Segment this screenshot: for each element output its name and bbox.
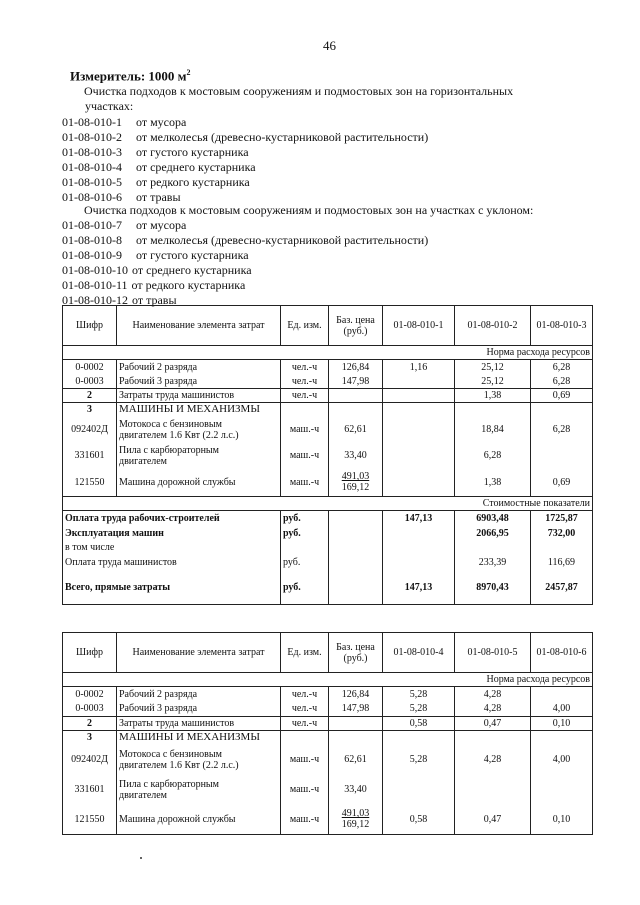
cell-v3: 0,10 (531, 805, 593, 835)
cell-code: 331601 (63, 775, 117, 805)
cell-name: Мотокоса с бензиновым двигателем 1.6 Квт (2.2 л.с.) (117, 745, 281, 775)
cell-v2: 4,28 (455, 702, 531, 717)
cell-code: 2 (63, 389, 117, 403)
cost-v2: 6903,48 (455, 511, 531, 526)
cell-code: 0-0002 (63, 360, 117, 375)
cell-code: 0-0002 (63, 687, 117, 702)
code-item: 01-08-010-1 от мусора (62, 115, 187, 129)
section-row (63, 403, 593, 417)
cell-v1: 1,16 (383, 360, 455, 375)
cell-v1 (383, 443, 455, 469)
cell-v3: 6,28 (531, 375, 593, 389)
table-row (63, 375, 593, 389)
cell-name: Пила с карбюраторным двигателем (117, 443, 281, 469)
cell-unit: маш.-ч (281, 775, 329, 805)
cell-name: Рабочий 2 разряда (117, 687, 281, 702)
cell-v2: 1,38 (455, 469, 531, 497)
cost-v1: 147,13 (383, 571, 455, 605)
cell-name: Рабочий 3 разряда (117, 375, 281, 389)
code-item: 01-08-010-7 от мусора (62, 218, 187, 232)
cost-row (63, 511, 593, 526)
cell-v2: 1,38 (455, 389, 531, 403)
section-row (63, 731, 593, 745)
cell-v2: 25,12 (455, 375, 531, 389)
cell-v1 (383, 417, 455, 443)
page-number: 46 (323, 38, 336, 53)
header-unit: Ед. изм. (281, 633, 329, 673)
cell-name: Рабочий 3 разряда (117, 702, 281, 717)
header-col-3: 01-08-010-3 (531, 306, 593, 346)
cell-price: 62,61 (329, 417, 383, 443)
cell-v2 (455, 775, 531, 805)
header-col-2: 01-08-010-2 (455, 306, 531, 346)
cell-name: Машина дорожной службы (117, 469, 281, 497)
header-price: Баз. цена (руб.) (329, 633, 383, 673)
code-item: 01-08-010-6 от травы (62, 190, 181, 204)
cell-code: 121550 (63, 805, 117, 835)
cost-unit: руб. (281, 571, 329, 605)
cost-v3: 2457,87 (531, 571, 593, 605)
cell-price: 33,40 (329, 775, 383, 805)
table-row (63, 443, 593, 469)
code-item: 01-08-010-8 от мелколесья (древесно-кустарниковой растительности) (62, 233, 429, 247)
cell-v2: 6,28 (455, 443, 531, 469)
cost-label: Стоимостные показатели (63, 497, 593, 511)
cell-name: Пила с карбюраторным двигателем (117, 775, 281, 805)
norm-label: Норма расхода ресурсов (63, 346, 593, 360)
cost-v3: 1725,87 (531, 511, 593, 526)
group2-intro: Очистка подходов к мостовым сооружениям и подмостовых зон на участках с уклоном: (84, 203, 534, 217)
cell-v2: 25,12 (455, 360, 531, 375)
cell-name: Машина дорожной службы (117, 805, 281, 835)
cell-name: Мотокоса с бензиновым двигателем 1.6 Квт (2.2 л.с.) (117, 417, 281, 443)
cost-v3: 116,69 (531, 555, 593, 571)
cost-name: Оплата труда рабочих-строителей (63, 511, 281, 526)
cell-v3: 4,00 (531, 745, 593, 775)
cell-v1 (383, 469, 455, 497)
header-col-3: 01-08-010-6 (531, 633, 593, 673)
cell-price (329, 389, 383, 403)
cell-unit: маш.-ч (281, 443, 329, 469)
section-code: 3 (63, 731, 117, 745)
code-item: 01-08-010-3 от густого кустарника (62, 145, 249, 159)
header-code: Шифр (63, 306, 117, 346)
cell-code: 092402Д (63, 417, 117, 443)
cell-unit: маш.-ч (281, 417, 329, 443)
cost-unit: руб. (281, 511, 329, 526)
cell-price: 147,98 (329, 702, 383, 717)
table-row (63, 702, 593, 717)
section-title: МАШИНЫ И МЕХАНИЗМЫ (117, 731, 281, 745)
cell-price: 491,03 169,12 (329, 469, 383, 497)
cell-price: 147,98 (329, 375, 383, 389)
cell-v3: 0,69 (531, 389, 593, 403)
cell-v3: 6,28 (531, 360, 593, 375)
cell-unit: маш.-ч (281, 469, 329, 497)
cell-unit: чел.-ч (281, 360, 329, 375)
cell-v2: 0,47 (455, 717, 531, 731)
header-col-1: 01-08-010-4 (383, 633, 455, 673)
cost-v1 (383, 526, 455, 541)
scan-dot (140, 857, 142, 859)
table-header-row (63, 306, 593, 346)
cell-v3: 0,10 (531, 717, 593, 731)
cost-v2: 233,39 (455, 555, 531, 571)
cell-v2: 4,28 (455, 687, 531, 702)
cell-unit: чел.-ч (281, 717, 329, 731)
cell-v1: 5,28 (383, 745, 455, 775)
cost-name: в том числе (63, 541, 281, 555)
cell-unit: чел.-ч (281, 702, 329, 717)
code-item: 01-08-010-12 от травы (62, 293, 177, 307)
cell-unit: маш.-ч (281, 805, 329, 835)
cell-price: 33,40 (329, 443, 383, 469)
cost-row (63, 526, 593, 541)
cost-name: Эксплуатация машин (63, 526, 281, 541)
cell-code: 121550 (63, 469, 117, 497)
table-row (63, 717, 593, 731)
cost-label-row (63, 497, 593, 511)
cell-v3: 6,28 (531, 417, 593, 443)
cell-v3: 4,00 (531, 702, 593, 717)
table-row (63, 389, 593, 403)
table-row (63, 469, 593, 497)
section-title: МАШИНЫ И МЕХАНИЗМЫ (117, 403, 281, 417)
table-row (63, 745, 593, 775)
resource-table-2 (62, 632, 593, 835)
cell-v1: 0,58 (383, 805, 455, 835)
resource-table-1 (62, 305, 593, 605)
cost-v2: 2066,95 (455, 526, 531, 541)
table-row (63, 775, 593, 805)
cost-row (63, 555, 593, 571)
table-row (63, 360, 593, 375)
cell-v1: 5,28 (383, 702, 455, 717)
meter-title: Измеритель: 1000 $м^2$ (70, 68, 191, 84)
cell-code: 2 (63, 717, 117, 731)
code-item: 01-08-010-11 от редкого кустарника (62, 278, 246, 292)
table-row (63, 417, 593, 443)
group1-intro-line1: Очистка подходов к мостовым сооружениям и подмостовых зон на горизонтальных (84, 84, 514, 98)
cell-price: 62,61 (329, 745, 383, 775)
cell-v1 (383, 375, 455, 389)
code-item: 01-08-010-9 от густого кустарника (62, 248, 249, 262)
section-code: 3 (63, 403, 117, 417)
header-name: Наименование элемента затрат (117, 306, 281, 346)
cell-unit: чел.-ч (281, 687, 329, 702)
cell-price: 491,03 169,12 (329, 805, 383, 835)
norm-label-row (63, 673, 593, 687)
cell-v2: 4,28 (455, 745, 531, 775)
cell-v2: 0,47 (455, 805, 531, 835)
table-header-row (63, 633, 593, 673)
cell-code: 092402Д (63, 745, 117, 775)
cell-v3 (531, 775, 593, 805)
cost-row-total (63, 571, 593, 605)
header-code: Шифр (63, 633, 117, 673)
header-col-2: 01-08-010-5 (455, 633, 531, 673)
cell-v1: 5,28 (383, 687, 455, 702)
cell-v1: 0,58 (383, 717, 455, 731)
cell-price: 126,84 (329, 687, 383, 702)
cell-code: 0-0003 (63, 375, 117, 389)
cost-v2: 8970,43 (455, 571, 531, 605)
cost-unit: руб. (281, 526, 329, 541)
code-item: 01-08-010-2 от мелколесья (древесно-кустарниковой растительности) (62, 130, 429, 144)
group1-intro (84, 84, 513, 113)
norm-label: Норма расхода ресурсов (63, 673, 593, 687)
cost-unit: руб. (281, 555, 329, 571)
header-price: Баз. цена (руб.) (329, 306, 383, 346)
code-item: 01-08-010-10 от среднего кустарника (62, 263, 252, 277)
cell-unit: чел.-ч (281, 389, 329, 403)
group1-intro-line2: участках: (85, 98, 134, 113)
code-item: 01-08-010-4 от среднего кустарника (62, 160, 256, 174)
cost-name: Оплата труда машинистов (63, 555, 281, 571)
cell-price (329, 717, 383, 731)
cell-name: Рабочий 2 разряда (117, 360, 281, 375)
cell-code: 0-0003 (63, 702, 117, 717)
cell-price: 126,84 (329, 360, 383, 375)
cost-row (63, 541, 593, 555)
cell-unit: чел.-ч (281, 375, 329, 389)
header-col-1: 01-08-010-1 (383, 306, 455, 346)
cell-v1 (383, 389, 455, 403)
header-name: Наименование элемента затрат (117, 633, 281, 673)
code-item: 01-08-010-5 от редкого кустарника (62, 175, 250, 189)
table-row (63, 805, 593, 835)
cell-v3: 0,69 (531, 469, 593, 497)
norm-label-row (63, 346, 593, 360)
cell-v1 (383, 775, 455, 805)
cell-unit: маш.-ч (281, 745, 329, 775)
cost-v1: 147,13 (383, 511, 455, 526)
cell-v3 (531, 443, 593, 469)
cell-v2: 18,84 (455, 417, 531, 443)
cost-v3: 732,00 (531, 526, 593, 541)
table-row (63, 687, 593, 702)
cell-code: 331601 (63, 443, 117, 469)
cost-v1 (383, 555, 455, 571)
cell-v3 (531, 687, 593, 702)
cost-name: Всего, прямые затраты (63, 571, 281, 605)
cell-name: Затраты труда машинистов (117, 717, 281, 731)
cell-name: Затраты труда машинистов (117, 389, 281, 403)
header-unit: Ед. изм. (281, 306, 329, 346)
